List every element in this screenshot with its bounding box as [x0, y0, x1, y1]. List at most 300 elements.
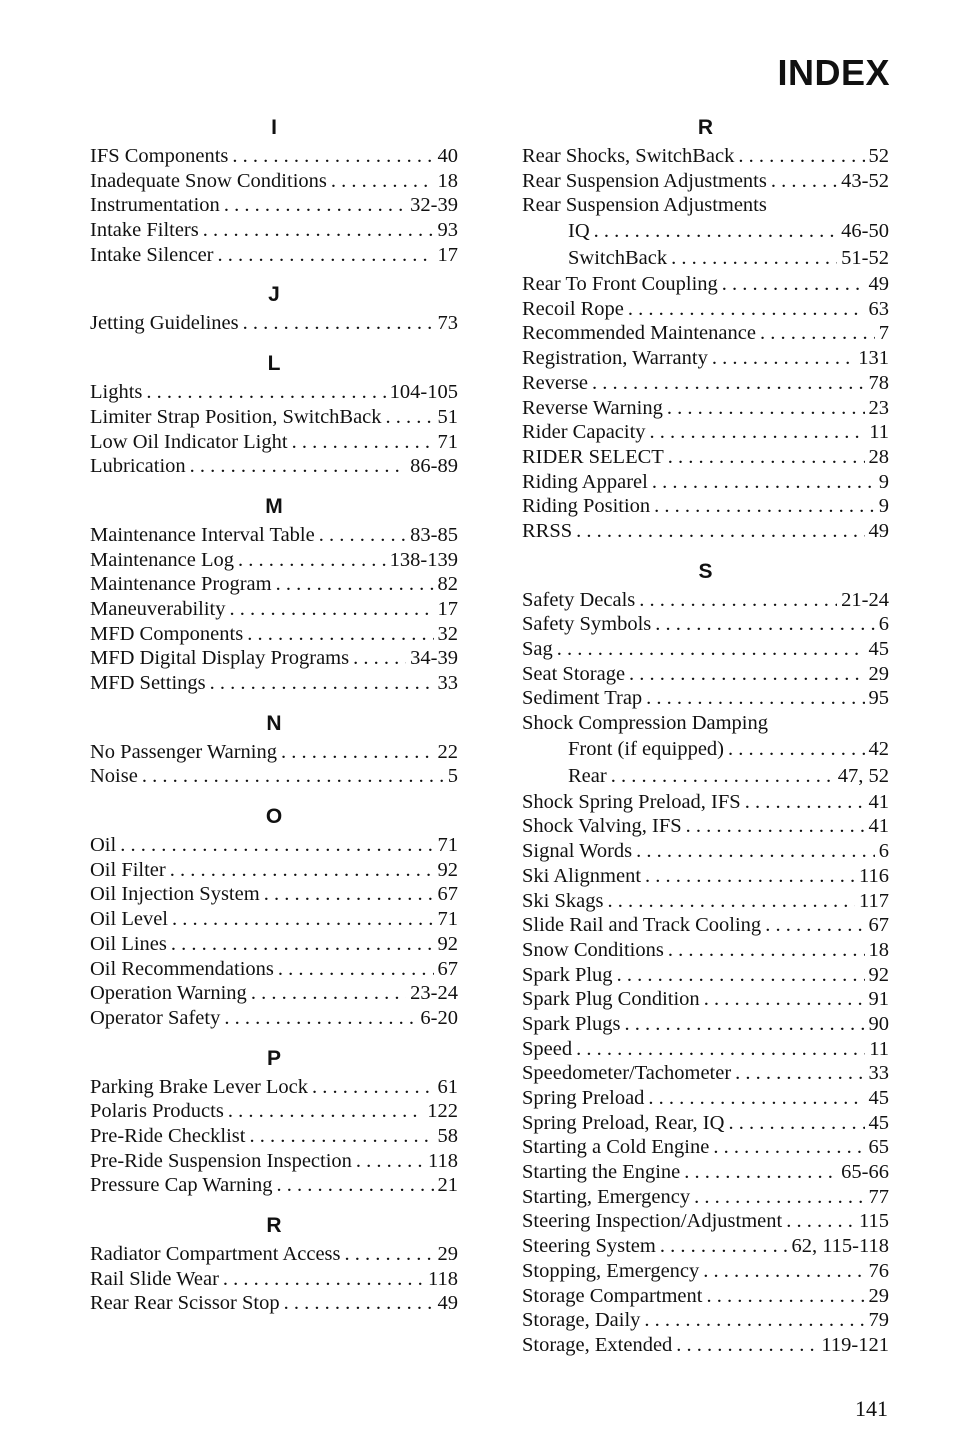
entry-term: Shock Spring Preload, IFS — [522, 790, 741, 813]
section-letter: J — [268, 283, 280, 307]
entry-page: 21 — [437, 1174, 458, 1197]
index-section — [90, 710, 458, 789]
entry-page: 52 — [868, 145, 889, 167]
index-section — [522, 558, 889, 1358]
index-column-left — [90, 114, 458, 1330]
entry-term: Recommended Maintenance — [522, 322, 756, 345]
entry-page: 58 — [437, 1124, 458, 1147]
dot-leader — [218, 243, 434, 268]
index-entry — [522, 711, 889, 736]
index-section — [90, 114, 458, 267]
dot-leader — [686, 814, 865, 839]
dot-leader — [353, 646, 406, 671]
index-entry — [522, 1308, 889, 1333]
dot-leader — [745, 790, 865, 815]
index-entry — [90, 764, 458, 789]
index-entry — [90, 193, 458, 218]
entry-term: Maintenance Program — [90, 573, 272, 596]
dot-leader — [142, 764, 444, 789]
index-entry — [522, 987, 889, 1012]
dot-leader — [238, 548, 386, 573]
dot-leader — [224, 193, 406, 218]
dot-leader — [625, 1012, 865, 1037]
dot-leader — [278, 957, 434, 982]
dot-leader — [232, 144, 433, 169]
index-entry — [522, 371, 889, 396]
index-entry — [522, 519, 889, 544]
entry-term: Oil Filter — [90, 858, 166, 881]
entry-term: Oil — [90, 834, 117, 857]
entry-term: Maneuverability — [90, 597, 226, 620]
dot-leader — [728, 736, 865, 763]
index-entry — [90, 740, 458, 765]
entry-term: Steering System — [522, 1235, 656, 1258]
index-entry — [90, 1075, 458, 1100]
entry-term: IFS Components — [90, 145, 229, 167]
dot-leader — [648, 1086, 864, 1111]
entry-term: Radiator Compartment Access — [90, 1243, 341, 1265]
entry-term: Oil Lines — [90, 932, 167, 955]
dot-leader — [611, 763, 834, 790]
entry-page: 6 — [878, 840, 889, 863]
index-section — [90, 493, 458, 696]
dot-leader — [276, 1173, 433, 1198]
entry-term: Riding Apparel — [522, 470, 648, 493]
dot-leader — [146, 380, 385, 405]
index-entry — [90, 597, 458, 622]
index-entry — [522, 864, 889, 889]
entry-term: Recoil Rope — [522, 297, 624, 320]
dot-leader — [224, 1006, 416, 1031]
index-entry — [522, 1037, 889, 1062]
dot-leader — [557, 637, 865, 662]
entry-term: Storage, Daily — [522, 1309, 641, 1332]
entry-term: Operation Warning — [90, 982, 247, 1005]
dot-leader — [703, 1259, 864, 1284]
entry-page: 40 — [437, 145, 458, 167]
index-entry — [90, 907, 458, 932]
dot-leader — [276, 572, 434, 597]
entry-page: 93 — [437, 219, 458, 242]
entry-term: Starting, Emergency — [522, 1185, 691, 1208]
dot-leader — [735, 1061, 864, 1086]
entry-page: 32 — [437, 622, 458, 645]
dot-leader — [203, 218, 434, 243]
dot-leader — [284, 1291, 434, 1316]
dot-leader — [249, 1124, 433, 1149]
index-entry — [522, 346, 889, 371]
entry-page: 34-39 — [410, 647, 458, 670]
dot-leader — [704, 987, 865, 1012]
entry-term: Shock Compression Damping — [522, 712, 768, 735]
entry-term: IQ — [568, 220, 590, 243]
index-entry — [522, 1259, 889, 1284]
index-entry — [522, 494, 889, 519]
entry-page: 9 — [878, 495, 889, 518]
dot-leader — [652, 470, 875, 495]
dot-leader — [655, 612, 874, 637]
section-letter: M — [265, 494, 283, 518]
dot-leader — [264, 882, 434, 907]
entry-term: Rear To Front Coupling — [522, 273, 718, 296]
entry-page: 29 — [868, 662, 889, 685]
section-letter: R — [697, 116, 714, 139]
entry-page: 77 — [868, 1185, 889, 1208]
entry-page: 51-52 — [841, 247, 889, 270]
entry-term: Reverse Warning — [522, 396, 663, 419]
dot-leader — [281, 740, 434, 765]
entry-term: RRSS — [522, 519, 573, 542]
dot-leader — [172, 907, 434, 932]
entry-page: 28 — [868, 445, 889, 468]
index-entry — [522, 144, 889, 169]
index-entry — [522, 445, 889, 470]
index-entry — [522, 889, 889, 914]
entry-term: Limiter Strap Position, SwitchBack — [90, 405, 382, 428]
entry-term: Spark Plug Condition — [522, 988, 700, 1011]
index-entry — [90, 1099, 458, 1124]
index-entry — [522, 169, 889, 194]
dot-leader — [617, 963, 865, 988]
entry-page: 32-39 — [410, 194, 458, 217]
entry-term: SwitchBack — [568, 247, 668, 270]
entry-term: Stopping, Emergency — [522, 1259, 700, 1282]
entry-page: 92 — [437, 932, 458, 955]
entry-page: 122 — [427, 1100, 458, 1123]
index-entry — [90, 833, 458, 858]
dot-leader — [668, 938, 865, 963]
entry-page: 6-20 — [420, 1006, 458, 1029]
entry-page: 18 — [868, 938, 889, 961]
entry-term: Spark Plugs — [522, 1012, 621, 1035]
index-column-right — [522, 114, 889, 1372]
index-section — [90, 1045, 458, 1198]
index-entry — [90, 882, 458, 907]
dot-leader — [190, 454, 407, 479]
entry-term: Riding Position — [522, 495, 651, 518]
entry-page: 29 — [437, 1243, 458, 1265]
entry-page: 65 — [868, 1136, 889, 1159]
entry-term: Pressure Cap Warning — [90, 1174, 273, 1197]
dot-leader — [120, 833, 433, 858]
index-entry — [522, 612, 889, 637]
entry-term: Rear Suspension Adjustments — [522, 194, 767, 217]
dot-leader — [223, 1267, 424, 1292]
index-entry — [522, 839, 889, 864]
dot-leader — [292, 430, 434, 455]
dot-leader — [345, 1242, 434, 1267]
entry-page: 83-85 — [410, 523, 458, 546]
index-entry — [90, 932, 458, 957]
entry-page: 62, 115-118 — [791, 1235, 889, 1258]
entry-page: 6 — [878, 613, 889, 636]
dot-leader — [229, 597, 433, 622]
index-entry — [90, 981, 458, 1006]
entry-page: 29 — [868, 1284, 889, 1307]
entry-term: Signal Words — [522, 840, 633, 863]
entry-page: 41 — [868, 790, 889, 813]
entry-term: Pre-Ride Suspension Inspection — [90, 1149, 352, 1172]
dot-leader — [713, 1135, 864, 1160]
dot-leader — [312, 1075, 433, 1100]
index-entry — [522, 1209, 889, 1234]
entry-term: RIDER SELECT — [522, 445, 664, 468]
entry-page: 117 — [859, 889, 889, 912]
entry-term: Starting the Engine — [522, 1161, 681, 1184]
entry-term: Safety Decals — [522, 588, 636, 611]
index-entry — [90, 380, 458, 405]
entry-page: 61 — [437, 1075, 458, 1098]
entry-page: 95 — [868, 687, 889, 710]
entry-page: 33 — [868, 1062, 889, 1085]
entry-page: 71 — [437, 834, 458, 857]
section-letter: R — [266, 1214, 282, 1237]
entry-term: Rear — [568, 764, 607, 787]
index-entry — [522, 1160, 889, 1185]
index-section — [90, 281, 458, 336]
dot-leader — [228, 1099, 423, 1124]
dot-leader — [667, 396, 865, 421]
entry-term: Starting a Cold Engine — [522, 1136, 710, 1159]
entry-page: 9 — [878, 470, 889, 493]
dot-leader — [738, 144, 864, 169]
dot-leader — [654, 494, 875, 519]
entry-page: 65-66 — [841, 1161, 889, 1184]
entry-term: Intake Silencer — [90, 243, 214, 266]
index-entry — [522, 1135, 889, 1160]
index-entry — [522, 1012, 889, 1037]
index-entry — [522, 1284, 889, 1309]
dot-leader — [628, 297, 865, 322]
entry-term: Pre-Ride Checklist — [90, 1124, 246, 1147]
entry-term: Ski Alignment — [522, 864, 642, 887]
dot-leader — [786, 1209, 855, 1234]
index-entry — [522, 1185, 889, 1210]
index-entry — [90, 1173, 458, 1198]
entry-page: 17 — [437, 597, 458, 620]
entry-term: Instrumentation — [90, 194, 220, 217]
index-entry — [90, 311, 458, 336]
entry-term: Storage, Extended — [522, 1333, 673, 1356]
index-section — [90, 350, 458, 479]
index-entry — [522, 637, 889, 662]
entry-page: 90 — [868, 1012, 889, 1035]
index-entry — [522, 686, 889, 711]
entry-page: 11 — [869, 421, 889, 444]
dot-leader — [722, 272, 865, 297]
entry-page: 76 — [868, 1259, 889, 1282]
entry-term: Sediment Trap — [522, 687, 643, 710]
entry-page: 42 — [868, 737, 889, 760]
entry-term: Polaris Products — [90, 1100, 224, 1123]
entry-page: 138-139 — [389, 548, 458, 571]
entry-term: Seat Storage — [522, 662, 626, 685]
index-section — [90, 1212, 458, 1316]
dot-leader — [639, 588, 837, 613]
page-title: INDEX — [777, 52, 890, 93]
entry-page: 47, 52 — [837, 764, 889, 787]
index-entry — [522, 662, 889, 687]
entry-term: Speedometer/Tachometer — [522, 1062, 732, 1085]
entry-term: MFD Components — [90, 622, 244, 645]
index-entry — [90, 572, 458, 597]
entry-term: Maintenance Log — [90, 548, 235, 571]
entry-page: 71 — [437, 430, 458, 453]
section-letter: S — [698, 559, 713, 583]
entry-page: 45 — [868, 1087, 889, 1109]
index-entry — [90, 671, 458, 696]
entry-page: 21-24 — [841, 588, 889, 611]
dot-leader — [676, 1333, 817, 1358]
dot-leader — [671, 245, 837, 272]
entry-term: MFD Settings — [90, 672, 206, 694]
entry-page: 17 — [437, 243, 458, 266]
entry-page: 79 — [868, 1309, 889, 1332]
index-entry — [522, 1111, 889, 1136]
entry-page: 119-121 — [821, 1333, 889, 1356]
dot-leader — [684, 1160, 837, 1185]
entry-page: 118 — [428, 1267, 458, 1290]
entry-page: 67 — [437, 883, 458, 906]
entry-term: Noise — [90, 765, 138, 788]
entry-term: MFD Digital Display Programs — [90, 647, 350, 670]
entry-term: Rider Capacity — [522, 421, 646, 444]
dot-leader — [644, 1308, 864, 1333]
entry-page: 5 — [447, 765, 458, 788]
entry-term: Rear Rear Scissor Stop — [90, 1292, 280, 1315]
index-entry — [90, 622, 458, 647]
entry-page: 41 — [868, 815, 889, 838]
entry-term: Inadequate Snow Conditions — [90, 169, 327, 192]
index-subentry — [522, 218, 889, 245]
entry-term: Ski Skags — [522, 889, 604, 912]
dot-leader — [771, 169, 837, 194]
dot-leader — [171, 932, 434, 957]
entry-term: Lights — [90, 381, 143, 404]
dot-leader — [765, 913, 864, 938]
dot-leader — [170, 858, 434, 883]
entry-page: 11 — [869, 1037, 889, 1060]
index-entry — [522, 272, 889, 297]
dot-leader — [251, 981, 406, 1006]
index-entry — [90, 646, 458, 671]
dot-leader — [668, 445, 865, 470]
section-letter: N — [266, 711, 282, 735]
index-entry — [90, 1242, 458, 1267]
entry-page: 22 — [437, 740, 458, 763]
entry-term: Intake Filters — [90, 219, 199, 242]
entry-page: 91 — [868, 988, 889, 1011]
index-entry — [90, 957, 458, 982]
entry-page: 71 — [437, 908, 458, 931]
entry-page: 78 — [868, 371, 889, 394]
index-entry — [522, 913, 889, 938]
entry-term: Operator Safety — [90, 1006, 221, 1029]
entry-term: Spring Preload, Rear, IQ — [522, 1111, 725, 1134]
index-entry — [90, 218, 458, 243]
dot-leader — [331, 169, 434, 194]
entry-term: Rail Slide Wear — [90, 1267, 219, 1290]
entry-page: 92 — [868, 963, 889, 986]
entry-term: Reverse — [522, 371, 589, 394]
index-entry — [522, 1333, 889, 1358]
entry-page: 7 — [878, 322, 889, 345]
entry-term: Jetting Guidelines — [90, 312, 239, 335]
section-letter: L — [267, 352, 281, 376]
entry-term: Lubrication — [90, 455, 186, 478]
index-entry — [522, 193, 889, 218]
entry-term: Speed — [522, 1037, 573, 1060]
entry-term: Front (if equipped) — [568, 737, 724, 760]
index-entry — [522, 321, 889, 346]
entry-page: 43-52 — [841, 169, 889, 192]
index-entry — [522, 814, 889, 839]
entry-page: 49 — [868, 273, 889, 296]
entry-page: 33 — [437, 672, 458, 694]
entry-term: Oil Recommendations — [90, 957, 274, 980]
dot-leader — [576, 1037, 865, 1062]
entry-term: Sag — [522, 638, 553, 660]
index-entry — [90, 1291, 458, 1316]
entry-term: Rear Suspension Adjustments — [522, 169, 767, 192]
dot-leader — [319, 523, 406, 548]
entry-page: 45 — [868, 1111, 889, 1134]
dot-leader — [592, 371, 864, 396]
entry-page: 73 — [437, 312, 458, 335]
index-entry — [90, 548, 458, 573]
index-entry — [522, 1234, 889, 1259]
entry-term: Registration, Warranty — [522, 347, 708, 370]
entry-page: 115 — [859, 1210, 889, 1233]
page-number: 141 — [855, 1396, 888, 1421]
index-entry — [90, 405, 458, 430]
entry-page: 51 — [437, 405, 458, 428]
dot-leader — [386, 405, 434, 430]
dot-leader — [607, 889, 855, 914]
entry-term: Oil Level — [90, 908, 168, 931]
entry-term: Safety Symbols — [522, 613, 652, 636]
dot-leader — [660, 1234, 788, 1259]
entry-page: 23-24 — [410, 982, 458, 1005]
index-entry — [90, 144, 458, 169]
entry-term: Shock Valving, IFS — [522, 815, 682, 838]
index-entry — [90, 523, 458, 548]
index-entry — [522, 396, 889, 421]
entry-term: Steering Inspection/Adjustment — [522, 1210, 783, 1233]
index-entry — [522, 790, 889, 815]
entry-term: Oil Injection System — [90, 883, 260, 906]
entry-page: 49 — [868, 519, 889, 542]
entry-page: 104-105 — [389, 381, 458, 404]
dot-leader — [594, 218, 838, 245]
entry-term: No Passenger Warning — [90, 740, 277, 763]
index-entry — [522, 588, 889, 613]
index-entry — [90, 1267, 458, 1292]
index-entry — [90, 454, 458, 479]
dot-leader — [247, 622, 433, 647]
dot-leader — [694, 1185, 864, 1210]
entry-term: Snow Conditions — [522, 938, 664, 961]
entry-page: 67 — [868, 914, 889, 937]
index-entry — [90, 858, 458, 883]
index-subentry — [522, 763, 889, 790]
index-subentry — [522, 245, 889, 272]
entry-page: 116 — [859, 864, 889, 887]
entry-term: Rear Shocks, SwitchBack — [522, 145, 735, 167]
dot-leader — [646, 686, 864, 711]
section-letter: O — [265, 805, 283, 829]
entry-page: 63 — [868, 297, 889, 320]
